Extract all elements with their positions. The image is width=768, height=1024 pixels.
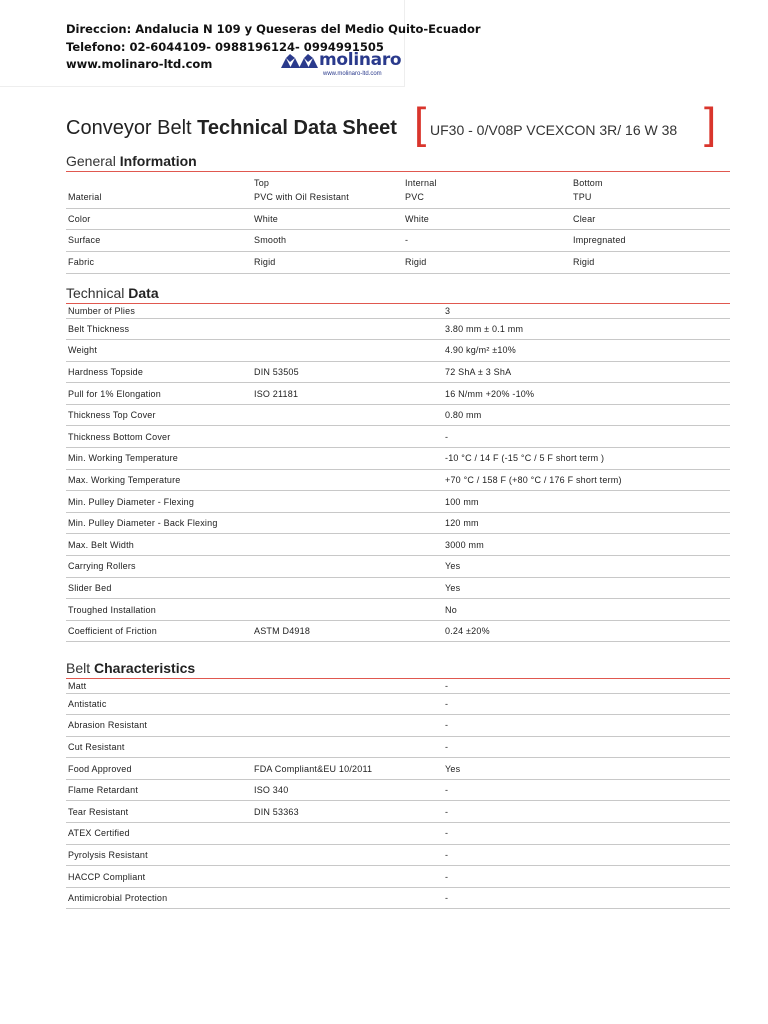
table-cell: 0.24 ±20%: [443, 620, 730, 642]
table-cell: Carrying Rollers: [66, 556, 252, 578]
table-cell: Troughed Installation: [66, 599, 252, 621]
table-cell: 120 mm: [443, 512, 730, 534]
table-cell: HACCP Compliant: [66, 866, 252, 888]
table-row: [66, 491, 730, 513]
table-row: [66, 758, 730, 780]
table-row: [66, 426, 730, 448]
table-cell: [252, 448, 443, 470]
table-cell: Thickness Top Cover: [66, 404, 252, 426]
table-cell: -: [443, 779, 730, 801]
molinaro-logo: [281, 50, 402, 82]
table-cell: Max. Belt Width: [66, 534, 252, 556]
table-row: Fabric Rigid Rigid Rigid: [66, 251, 730, 273]
table-cell: Min. Working Temperature: [66, 448, 252, 470]
table-cell: Yes: [443, 758, 730, 780]
table-cell: -: [443, 426, 730, 448]
page-title: [66, 117, 397, 140]
table-cell: [252, 844, 443, 866]
table-row: Color White White Clear: [66, 208, 730, 229]
table-cell: [252, 534, 443, 556]
table-cell: Max. Working Temperature: [66, 469, 252, 491]
table-cell: [252, 404, 443, 426]
document-title: [66, 100, 726, 146]
table-cell: -: [443, 693, 730, 715]
table-cell: +70 °C / 158 F (+80 °C / 176 F short term): [443, 469, 730, 491]
table-cell: Antistatic: [66, 693, 252, 715]
table-row: [66, 599, 730, 621]
table-cell: Matt: [66, 679, 252, 693]
table-cell: Pull for 1% Elongation: [66, 383, 252, 405]
logo-wordmark: molinaro: [319, 50, 402, 70]
table-cell: -: [443, 801, 730, 823]
table-cell: 3: [443, 304, 730, 318]
technical-data-section: [66, 283, 730, 642]
table-cell: Abrasion Resistant: [66, 715, 252, 737]
table-cell: 3.80 mm ± 0.1 mm: [443, 318, 730, 340]
table-cell: Flame Retardant: [66, 779, 252, 801]
table-row: Material Top PVC with Oil Resistant Internal PVC Bottom TPU: [66, 172, 730, 208]
belt-characteristics-table: [66, 679, 730, 909]
table-cell: Tear Resistant: [66, 801, 252, 823]
company-website[interactable]: www.molinaro-ltd.com: [66, 57, 213, 71]
table-cell: Food Approved: [66, 758, 252, 780]
table-row: [66, 823, 730, 845]
table-cell: [252, 715, 443, 737]
general-information-section: [66, 151, 730, 274]
table-row: [66, 556, 730, 578]
section-title-technical: Technical Data: [66, 283, 730, 304]
table-cell: -: [443, 866, 730, 888]
table-row: [66, 577, 730, 599]
company-phone: Telefono: 02-6044109- 0988196124- 0994991505: [66, 40, 384, 54]
table-cell: 72 ShA ± 3 ShA: [443, 361, 730, 383]
table-cell: ISO 21181: [252, 383, 443, 405]
table-cell: 3000 mm: [443, 534, 730, 556]
table-cell: Hardness Topside: [66, 361, 252, 383]
table-row: [66, 801, 730, 823]
general-information-table: [66, 172, 730, 274]
table-row: [66, 679, 730, 693]
table-row: [66, 736, 730, 758]
table-cell: DIN 53363: [252, 801, 443, 823]
table-cell: 100 mm: [443, 491, 730, 513]
belt-characteristics-section: [66, 658, 730, 909]
table-row: [66, 887, 730, 909]
table-cell: -: [443, 823, 730, 845]
table-row: [66, 469, 730, 491]
table-row: [66, 779, 730, 801]
table-cell: Yes: [443, 556, 730, 578]
letterhead: [0, 0, 481, 87]
table-row: [66, 361, 730, 383]
table-cell: [252, 577, 443, 599]
bracket-right: ]: [704, 99, 717, 148]
title-light: Conveyor Belt: [66, 117, 198, 139]
technical-data-table: [66, 304, 730, 642]
table-cell: [252, 469, 443, 491]
table-cell: [252, 556, 443, 578]
molinaro-logo-mark-icon: [281, 54, 319, 70]
table-row: [66, 318, 730, 340]
table-row: [66, 534, 730, 556]
table-cell: Min. Pulley Diameter - Flexing: [66, 491, 252, 513]
table-cell: DIN 53505: [252, 361, 443, 383]
table-cell: Belt Thickness: [66, 318, 252, 340]
table-cell: [252, 823, 443, 845]
table-cell: -: [443, 715, 730, 737]
table-cell: 4.90 kg/m² ±10%: [443, 340, 730, 362]
table-cell: 0.80 mm: [443, 404, 730, 426]
table-cell: [252, 866, 443, 888]
table-cell: Cut Resistant: [66, 736, 252, 758]
table-cell: Coefficient of Friction: [66, 620, 252, 642]
table-cell: No: [443, 599, 730, 621]
table-cell: [252, 426, 443, 448]
table-cell: -: [443, 887, 730, 909]
bracket-left: [: [414, 99, 427, 148]
table-cell: Weight: [66, 340, 252, 362]
table-cell: Antimicrobial Protection: [66, 887, 252, 909]
table-row: [66, 340, 730, 362]
table-cell: Slider Bed: [66, 577, 252, 599]
table-cell: ISO 340: [252, 779, 443, 801]
table-row: Surface Smooth - Impregnated: [66, 229, 730, 251]
table-row: [66, 620, 730, 642]
table-cell: ATEX Certified: [66, 823, 252, 845]
column-header-top: Top: [254, 177, 270, 188]
section-title-characteristics: Belt Characteristics: [66, 658, 730, 679]
table-cell: -: [443, 736, 730, 758]
table-row: [66, 383, 730, 405]
table-cell: [252, 736, 443, 758]
table-cell: 16 N/mm +20% -10%: [443, 383, 730, 405]
table-cell: FDA Compliant&EU 10/2011: [252, 758, 443, 780]
table-cell: [252, 491, 443, 513]
table-cell: -: [443, 844, 730, 866]
table-cell: [252, 340, 443, 362]
table-cell: [252, 304, 443, 318]
company-address: Direccion: Andalucia N 109 y Queseras del Medio Quito-Ecuador: [66, 22, 481, 36]
table-row: [66, 404, 730, 426]
column-header-bottom: Bottom: [573, 177, 603, 188]
table-cell: ASTM D4918: [252, 620, 443, 642]
table-cell: -: [443, 679, 730, 693]
title-bold: Technical Data Sheet: [197, 117, 397, 139]
table-cell: [252, 512, 443, 534]
table-cell: [252, 318, 443, 340]
logo-url: www.molinaro-ltd.com: [323, 71, 382, 77]
column-header-internal: Internal: [405, 177, 437, 188]
table-row: [66, 448, 730, 470]
section-title-general: General Information: [66, 151, 730, 172]
table-row: [66, 715, 730, 737]
table-row: [66, 866, 730, 888]
table-cell: [252, 679, 443, 693]
table-cell: Number of Plies: [66, 304, 252, 318]
table-cell: Yes: [443, 577, 730, 599]
table-row: [66, 512, 730, 534]
table-row: [66, 844, 730, 866]
table-cell: [252, 693, 443, 715]
product-code: UF30 - 0/V08P VCEXCON 3R/ 16 W 38: [430, 122, 678, 138]
table-row: [66, 304, 730, 318]
table-cell: Thickness Bottom Cover: [66, 426, 252, 448]
table-cell: -10 °C / 14 F (-15 °C / 5 F short term ): [443, 448, 730, 470]
table-cell: Min. Pulley Diameter - Back Flexing: [66, 512, 252, 534]
table-row: [66, 693, 730, 715]
table-cell: [252, 887, 443, 909]
table-cell: Pyrolysis Resistant: [66, 844, 252, 866]
table-cell: [252, 599, 443, 621]
